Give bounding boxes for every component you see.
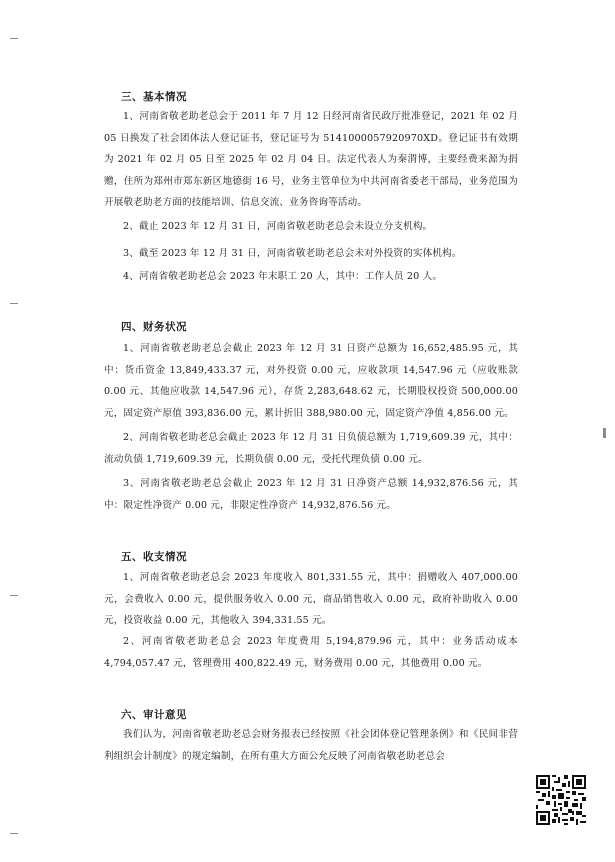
qr-code-icon: [536, 775, 586, 825]
paragraph-financial-status-3: 3、河南省敬老助老总会截止 2023 年 12 月 31 日净资产总额 14,932,876.56 元，其中：限定性净资产 0.00 元，非限定性净资产 14,932,876.56 元。: [104, 478, 518, 511]
paragraph-financial-status-1: 1、河南省敬老助老总会截止 2023 年 12 月 31 日资产总额为 16,652,485.95 元，其中：货币资金 13,849,433.37 元，对外投资 0.00 元，应收款项 14,547.96 元（应收账款 0.00 元、其他应收款 14,547.96 元），存货 2,283,648.62 元，长期股权投资 500,000.00 元，固定资产原值 393,836.00 元，累计折旧 388,980.00 元，固定资产净值 4,856.00 元。: [104, 343, 518, 419]
paragraph-basic-info-1: 1、河南省敬老助老总会于 2011 年 7 月 12 日经河南省民政厅批准登记，2021 年 02 月 05 日换发了社会团体法人登记证书，登记证号为 5141000057920970XD。登记证书有效期为 2021 年 02 月 05 日至 2025 年 02 月 04 日。法定代表人为秦渭博，主要经费来源为捐赠，住所为郑州市郑东新区地德街 16 号，业务主管单位为中共河南省委老干部局，业务范围为开展敬老助老方面的技能培训、信息交流、业务咨询等活动。: [104, 111, 518, 208]
paragraph-audit-opinion: 我们认为，河南省敬老助老总会财务报表已经按照《社会团体登记管理条例》和《民间非营利组织会计制度》的规定编制，在所有重大方面公允反映了河南省敬老助老总会: [104, 729, 518, 762]
section-heading-income-expense: 五、收支情况: [121, 551, 187, 563]
paragraph-income-expense-2: 2、河南省敬老助老总会 2023 年度费用 5,194,879.96 元，其中：业务活动成本 4,794,057.47 元，管理费用 400,822.49 元，财务费用 0.00 元，其他费用 0.00 元。: [104, 636, 518, 669]
paragraph-basic-info-2: 2、截止 2023 年 12 月 31 日，河南省敬老助老总会未设立分支机构。: [123, 221, 433, 232]
section-heading-basic-info: 三、基本情况: [121, 91, 187, 103]
margin-mark: [10, 303, 18, 304]
margin-mark: [603, 428, 606, 438]
margin-mark: [10, 833, 18, 834]
paragraph-basic-info-3: 3、截至 2023 年 12 月 31 日，河南省敬老助老总会未对外投资的实体机构。: [123, 248, 462, 259]
section-heading-financial-status: 四、财务状况: [121, 321, 187, 333]
paragraph-financial-status-2: 2、河南省敬老助老总会截止 2023 年 12 月 31 日负债总额为 1,719,609.39 元，其中：流动负债 1,719,609.39 元，长期负债 0.00 元，受托代理负债 0.00 元。: [104, 432, 518, 465]
paragraph-income-expense-1: 1、河南省敬老助老总会 2023 年度收入 801,331.55 元，其中：捐赠收入 407,000.00 元，会费收入 0.00 元，提供服务收入 0.00 元，商品销售收入 0.00 元，政府补助收入 0.00 元，投资收益 0.00 元，其他收入 394,331.55 元。: [104, 572, 518, 626]
section-heading-audit-opinion: 六、审计意见: [121, 709, 187, 721]
margin-mark: [10, 595, 18, 596]
margin-mark: [10, 38, 18, 39]
paragraph-basic-info-4: 4、河南省敬老助老总会 2023 年末职工 20 人，其中：工作人员 20 人。: [123, 271, 443, 282]
